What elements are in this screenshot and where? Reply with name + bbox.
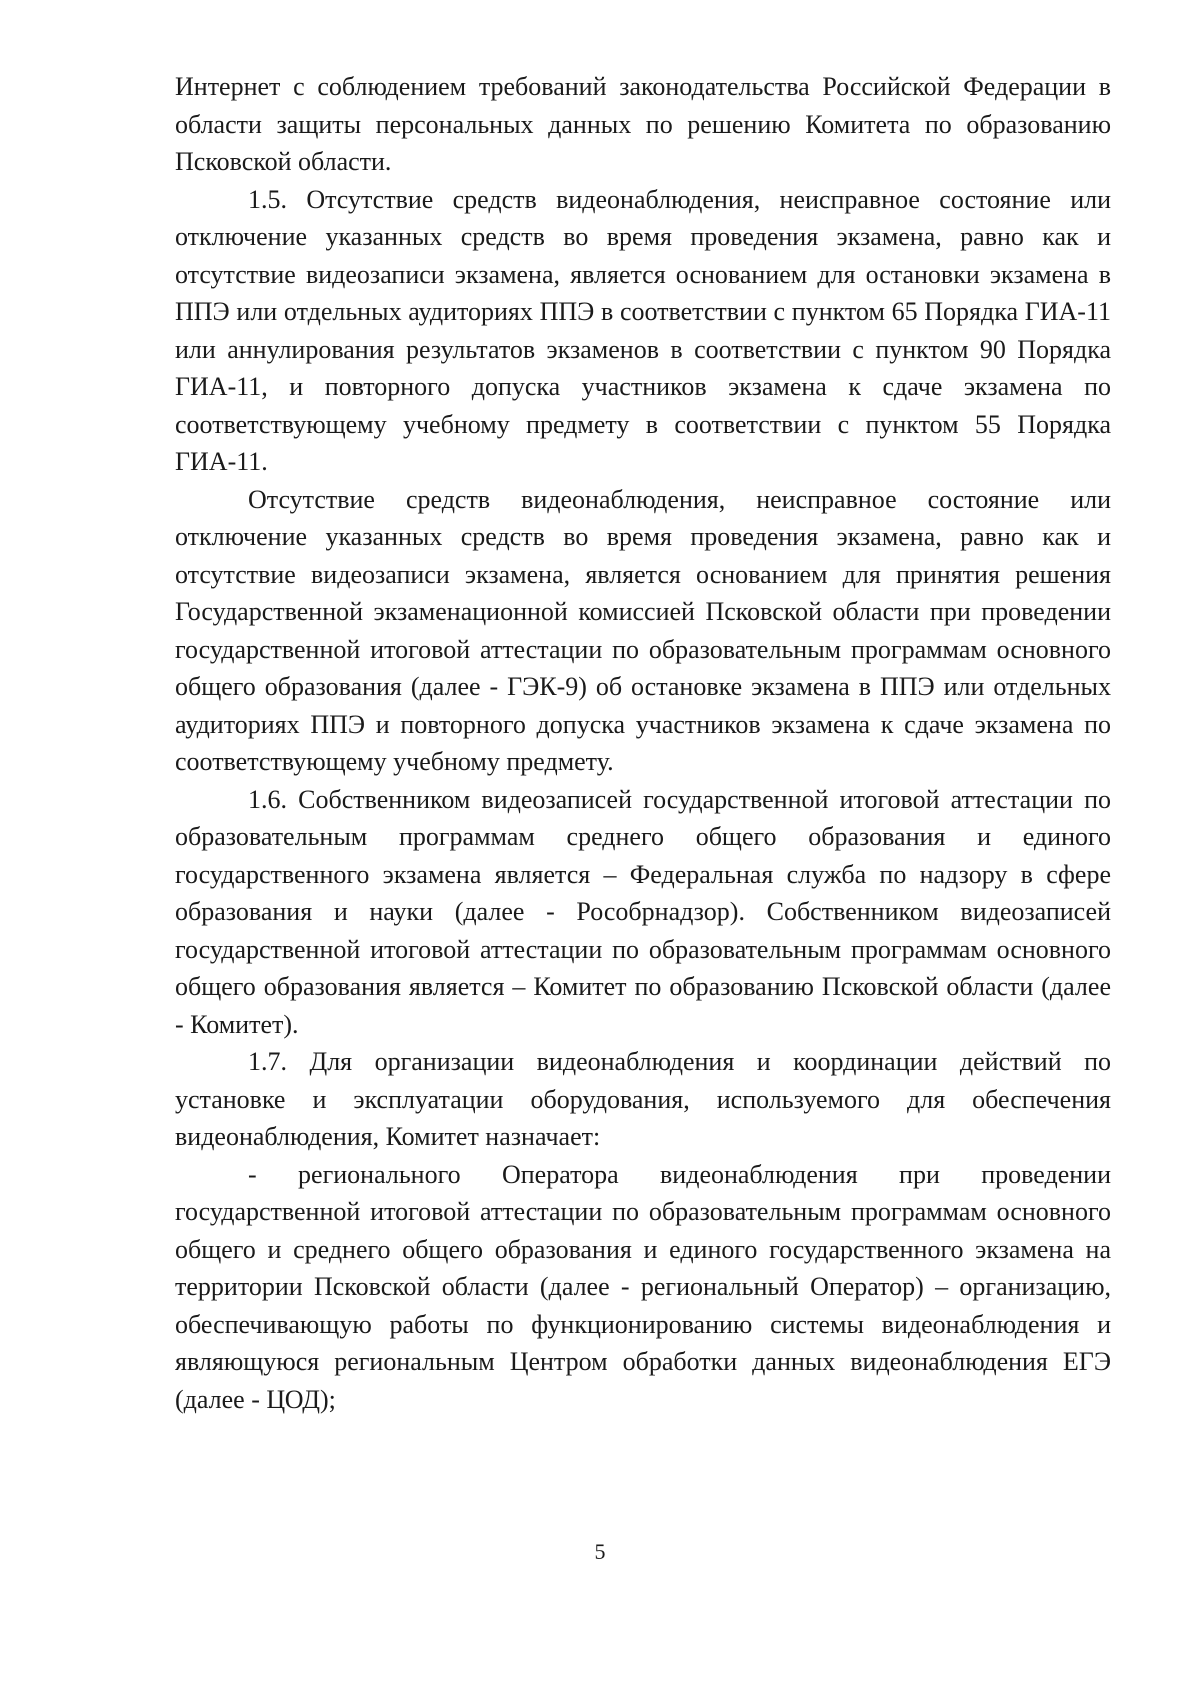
- paragraph-1-7-operator-item: - регионального Оператора видеонаблюдения при проведении государственной итоговой аттестации по образовательным программам основного общего и среднего общего образования и единого государственного экзамена на территории Псковской области (далее - региональный Оператор) – организацию, обеспечивающую работы по функционированию системы видеонаблюдения и являющуюся региональным Центром обработки данных видеонаблюдения ЕГЭ (далее - ЦОД);: [175, 1159, 1111, 1414]
- paragraph-1-5: 1.5. Отсутствие средств видеонаблюдения, неисправное состояние или отключение указанных средств во время проведения экзамена, равно как и отсутствие видеозаписи экзамена, является основанием для остановки экзамена в ППЭ или отдельных аудиториях ППЭ в соответствии с пунктом 65 Порядка ГИА-11 или аннулирования результатов экзаменов в соответствии с пунктом 90 Порядка ГИА-11, и повторного допуска участников экзамена к сдаче экзамена по соответствующему учебному предмету в соответствии с пунктом 55 Порядка ГИА-11.: [175, 184, 1111, 476]
- paragraph-1-6: 1.6. Собственником видеозаписей государственной итоговой аттестации по образовательным программам среднего общего образования и единого государственного экзамена является – Федеральная служба по надзору в сфере образования и науки (далее - Рособрнадзор). Собственником видеозаписей государственной итоговой аттестации по образовательным программам основного общего образования является – Комитет по образованию Псковской области (далее - Комитет).: [175, 784, 1111, 1039]
- paragraph-1-7: 1.7. Для организации видеонаблюдения и координации действий по установке и эксплуатации оборудования, используемого для обеспечения видеонаблюдения, Комитет назначает:: [175, 1047, 1111, 1151]
- page-number: 5: [594, 1539, 606, 1564]
- paragraph-1-5-gek9: Отсутствие средств видеонаблюдения, неисправное состояние или отключение указанных средств во время проведения экзамена, равно как и отсутствие видеозаписи экзамена, является основанием для принятия решения Государственной экзаменационной комиссией Псковской области при проведении государственной итоговой аттестации по образовательным программам основного общего образования (далее - ГЭК-9) об остановке экзамена в ППЭ или отдельных аудиториях ППЭ и повторного допуска участников экзамена к сдаче экзамена по соответствующему учебному предмету.: [175, 484, 1111, 776]
- paragraph-intro-continuation: Интернет с соблюдением требований законодательства Российской Федерации в области защиты персональных данных по решению Комитета по образованию Псковской области.: [175, 72, 1111, 176]
- document-body: [175, 68, 1111, 1418]
